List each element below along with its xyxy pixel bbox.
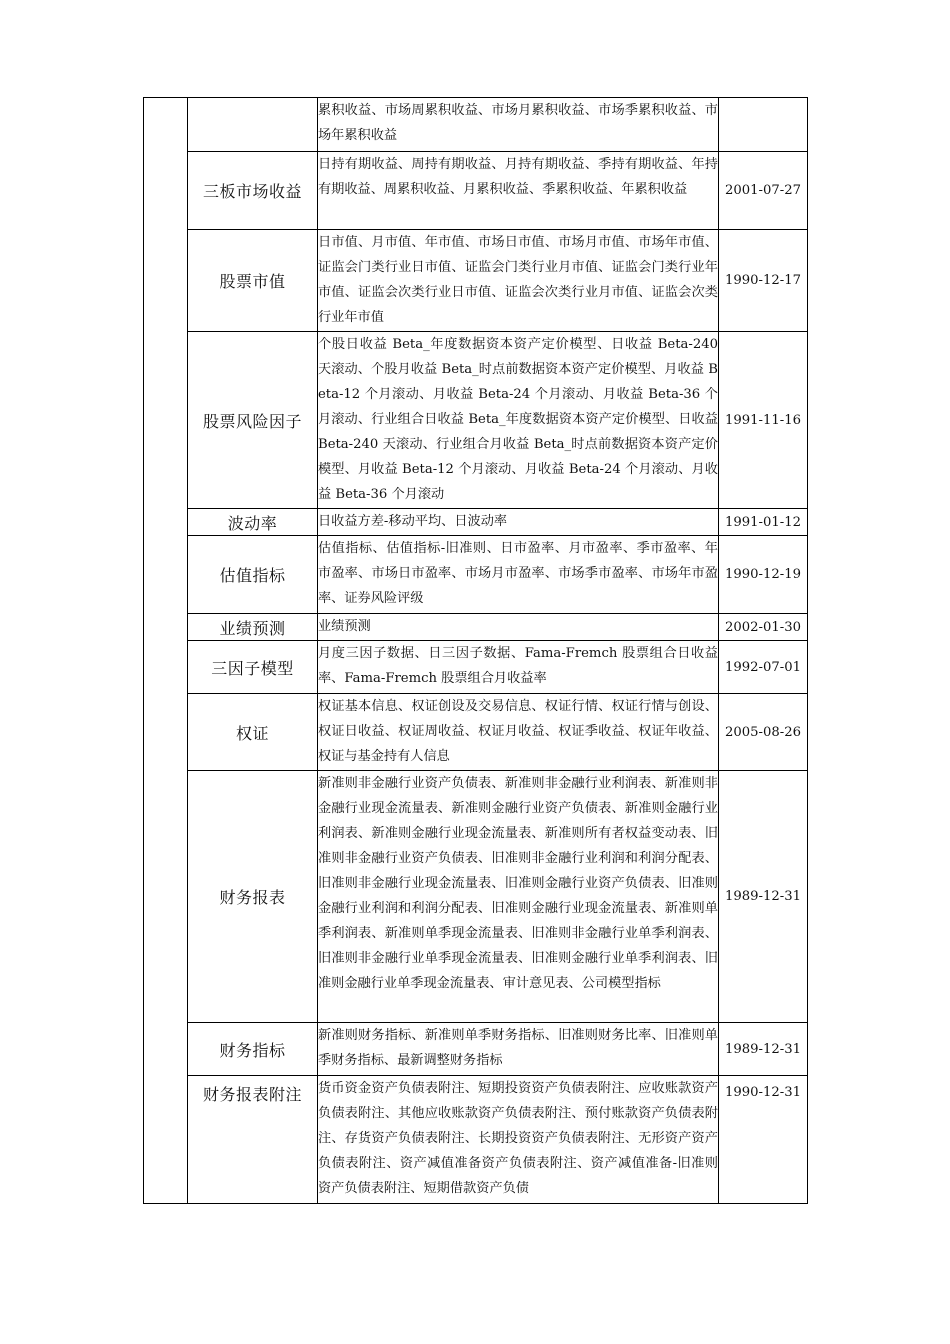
table-date-cell: 1990-12-19 (719, 536, 808, 614)
table-name-cell: 股票风险因子 (188, 332, 318, 509)
data-table (143, 97, 808, 1204)
table-row (144, 98, 808, 152)
table-date-cell: 1990-12-31 (719, 1076, 808, 1204)
table-name-cell: 股票市值 (188, 230, 318, 332)
table-content-cell: 权证基本信息、权证创设及交易信息、权证行情、权证行情与创设、权证日收益、权证周收益、权证月收益、权证季收益、权证年收益、权证与基金持有人信息 (318, 694, 719, 771)
table-date-cell: 2002-01-30 (719, 614, 808, 641)
table-name-cell: 估值指标 (188, 536, 318, 614)
table-name-cell: 三因子模型 (188, 641, 318, 694)
table-content-cell: 月度三因子数据、日三因子数据、Fama-Fremch 股票组合日收益率、Fama-Fremch 股票组合月收益率 (318, 641, 719, 694)
table-date-cell: 2005-08-26 (719, 694, 808, 771)
table-date-cell: 1991-11-16 (719, 332, 808, 509)
table-content-cell: 货币资金资产负债表附注、短期投资资产负债表附注、应收账款资产负债表附注、其他应收账款资产负债表附注、预付账款资产负债表附注、存货资产负债表附注、长期投资资产负债表附注、无形资产资产负债表附注、资产减值准备资产负债表附注、资产减值准备-旧准则资产负债表附注、短期借款资产负债 (318, 1076, 719, 1204)
table-date-cell: 1990-12-17 (719, 230, 808, 332)
table-row (144, 536, 808, 614)
table-date-cell (719, 98, 808, 152)
table-row (144, 509, 808, 536)
table-name-cell: 财务指标 (188, 1023, 318, 1076)
table-row (144, 332, 808, 509)
table-content-cell: 新准则财务指标、新准则单季财务指标、旧准则财务比率、旧准则单季财务指标、最新调整财务指标 (318, 1023, 719, 1076)
table-content-cell: 日收益方差-移动平均、日波动率 (318, 509, 719, 536)
table-name-cell: 权证 (188, 694, 318, 771)
table-row (144, 771, 808, 1023)
table-content-cell: 估值指标、估值指标-旧准则、日市盈率、月市盈率、季市盈率、年市盈率、市场日市盈率、市场月市盈率、市场季市盈率、市场年市盈率、证券风险评级 (318, 536, 719, 614)
table-content-cell: 业绩预测 (318, 614, 719, 641)
table-row (144, 152, 808, 230)
table-name-cell: 财务报表 (188, 771, 318, 1023)
table-date-cell: 1989-12-31 (719, 1023, 808, 1076)
table-content-cell: 新准则非金融行业资产负债表、新准则非金融行业利润表、新准则非金融行业现金流量表、新准则金融行业资产负债表、新准则金融行业利润表、新准则金融行业现金流量表、新准则所有者权益变动表、旧准则非金融行业资产负债表、旧准则非金融行业利润和利润分配表、旧准则非金融行业现金流量表、旧准则金融行业资产负债表、旧准则金融行业利润和利润分配表、旧准则金融行业现金流量表、新准则单季利润表、新准则单季现金流量表、旧准则非金融行业单季利润表、旧准则非金融行业单季现金流量表、旧准则金融行业单季利润表、旧准则金融行业单季现金流量表、审计意见表、公司模型指标 (318, 771, 719, 1023)
table-content-cell: 累积收益、市场周累积收益、市场月累积收益、市场季累积收益、市场年累积收益 (318, 98, 719, 152)
table-content-cell: 日市值、月市值、年市值、市场日市值、市场月市值、市场年市值、证监会门类行业日市值、证监会门类行业月市值、证监会门类行业年市值、证监会次类行业日市值、证监会次类行业月市值、证监会次类行业年市值 (318, 230, 719, 332)
table-name-cell: 波动率 (188, 509, 318, 536)
table-row (144, 1023, 808, 1076)
table-row (144, 694, 808, 771)
table-date-cell: 1989-12-31 (719, 771, 808, 1023)
table-row (144, 614, 808, 641)
table-date-cell: 1991-01-12 (719, 509, 808, 536)
table-row (144, 1076, 808, 1204)
table-content-cell: 日持有期收益、周持有期收益、月持有期收益、季持有期收益、年持有期收益、周累积收益、月累积收益、季累积收益、年累积收益 (318, 152, 719, 230)
table-name-cell (188, 98, 318, 152)
table-date-cell: 1992-07-01 (719, 641, 808, 694)
table-row (144, 641, 808, 694)
table-date-cell: 2001-07-27 (719, 152, 808, 230)
category-merged-cell (144, 98, 188, 1204)
table-name-cell: 财务报表附注 (188, 1076, 318, 1204)
table-row (144, 230, 808, 332)
table-content-cell: 个股日收益 Beta_年度数据资本资产定价模型、日收益 Beta-240 天滚动、个股月收益 Beta_时点前数据资本资产定价模型、月收益 Beta-12 个月滚动、月收益 Beta-24 个月滚动、月收益 Beta-36 个月滚动、行业组合日收益 Beta_年度数据资本资产定价模型、日收益 Beta-240 天滚动、行业组合月收益 Beta_时点前数据资本资产定价模型、月收益 Beta-12 个月滚动、月收益 Beta-24 个月滚动、月收益 Beta-36 个月滚动 (318, 332, 719, 509)
table-name-cell: 三板市场收益 (188, 152, 318, 230)
table-name-cell: 业绩预测 (188, 614, 318, 641)
